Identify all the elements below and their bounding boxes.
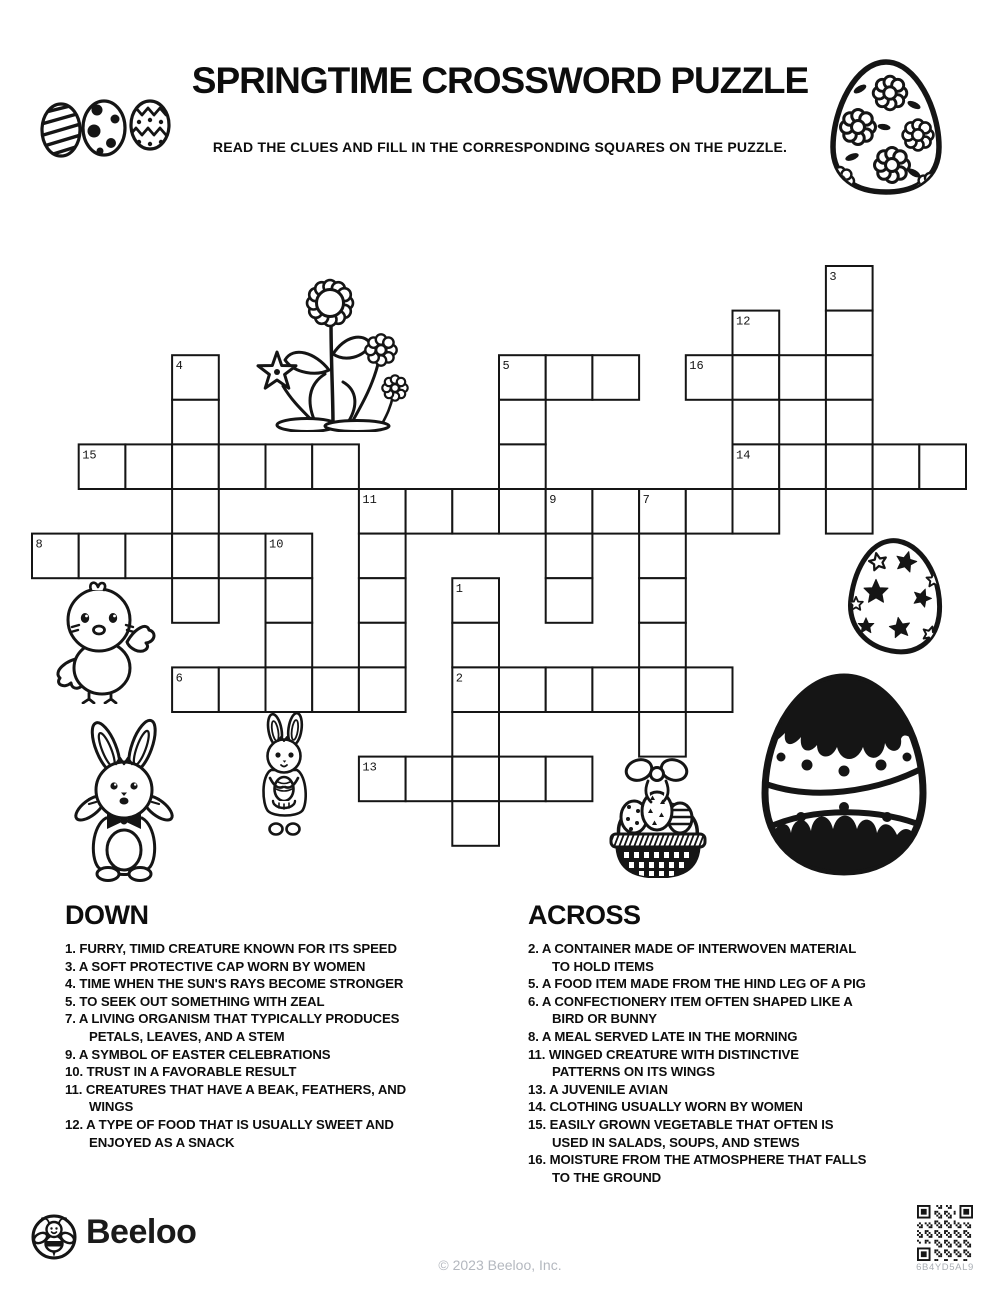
grid-cell[interactable] [452,801,499,846]
clue-text: A SYMBOL OF EASTER CELEBRATIONS [78,1046,331,1062]
clue-number: 11. [528,1046,549,1062]
grid-cell[interactable] [266,444,313,489]
page-subtitle: READ THE CLUES AND FILL IN THE CORRESPONDING SQUARES ON THE PUZZLE. [212,139,788,155]
grid-cell[interactable] [592,355,639,400]
grid-cell[interactable] [266,578,313,623]
clue-number: 13. [528,1081,550,1097]
grid-cell[interactable] [639,534,686,579]
spring-flowers-icon [243,274,413,432]
clue-text: A CONTAINER MADE OF INTERWOVEN MATERIAL TO HOLD ITEMS [541,941,856,974]
grid-cell[interactable] [172,400,219,445]
clue-number: 10. [65,1064,87,1080]
decorated-egg-icon [757,671,933,879]
grid-cell-number: 9 [549,493,557,507]
clue-text: A FOOD ITEM MADE FROM THE HIND LEG OF A PIG [541,976,866,992]
grid-cell[interactable] [919,444,966,489]
down-clue-item [65,1010,417,1045]
across-clue-item [528,1116,870,1151]
grid-cell[interactable] [686,489,733,534]
clue-number: 5. [65,993,80,1009]
grid-cell[interactable] [219,667,266,712]
grid-cell[interactable] [359,667,406,712]
down-clue-item [65,975,417,993]
across-clue-item [528,1098,870,1116]
grid-cell[interactable] [406,757,453,802]
clue-text: A SOFT PROTECTIVE CAP WORN BY WOMEN [78,958,366,974]
grid-cell[interactable] [172,444,219,489]
across-header: ACROSS [528,900,641,930]
grid-cell[interactable] [873,444,920,489]
grid-cell[interactable] [779,355,826,400]
chick-icon [47,580,157,704]
grid-cell[interactable] [826,355,873,400]
grid-cell[interactable] [359,623,406,668]
grid-cell[interactable] [546,667,593,712]
grid-cell-number: 16 [689,359,704,374]
down-clue-item [65,1046,417,1064]
copyright-text: © 2023 Beeloo, Inc. [438,1257,562,1273]
down-clue-item [65,1081,417,1116]
grid-cell[interactable] [733,400,780,445]
grid-cell[interactable] [312,667,359,712]
down-clue-item [65,1116,417,1151]
clue-text: EASILY GROWN VEGETABLE THAT OFTEN IS USED IN SALADS, SOUPS, AND STEWS [549,1116,834,1150]
down-clue-item [65,940,417,958]
grid-cell[interactable] [546,757,593,802]
grid-cell-number: 8 [35,537,43,552]
clue-number: 2. [528,941,542,956]
grid-cell[interactable] [499,757,546,802]
clue-number: 8. [528,1028,542,1044]
grid-cell-number: 6 [175,671,183,686]
grid-cell-number: 3 [829,270,837,284]
grid-cell[interactable] [79,534,126,579]
grid-cell-number: 7 [642,493,650,507]
clue-number: 6. [528,993,542,1009]
grid-cell[interactable] [733,355,780,400]
across-clues-section [528,900,870,1186]
clue-text: WINGED CREATURE WITH DISTINCTIVE PATTERNS ON ITS WINGS [548,1046,799,1080]
grid-cell-number: 14 [736,448,751,463]
clue-number: 1. [65,941,80,956]
qr-code-label: 6B4YD5AL9 [916,1262,974,1273]
grid-cell[interactable] [499,489,546,534]
brand-wordmark: Beeloo [86,1213,197,1251]
flower-egg-icon [826,57,946,198]
cheering-bunny-icon [68,716,182,882]
grid-cell[interactable] [639,667,686,712]
clue-number: 12. [65,1116,87,1132]
grid-cell[interactable] [172,578,219,623]
grid-cell[interactable] [219,534,266,579]
across-clue-item [528,1028,870,1046]
grid-cell[interactable] [219,444,266,489]
down-clue-list [65,940,417,1151]
qr-code-icon [916,1205,974,1261]
clue-text: A JUVENILE AVIAN [549,1081,668,1097]
clue-number: 7. [65,1011,79,1027]
clue-text: A CONFECTIONERY ITEM OFTEN SHAPED LIKE A BIRD OR BUNNY [541,993,853,1027]
across-clue-item [528,975,870,993]
star-egg-icon [842,536,946,657]
clue-number: 16. [528,1152,550,1168]
grid-cell-number: 5 [502,359,510,374]
clue-text: A MEAL SERVED LATE IN THE MORNING [541,1028,798,1044]
grid-cell[interactable] [499,400,546,445]
grid-cell[interactable] [826,400,873,445]
clue-number: 15. [528,1116,550,1132]
clue-number: 14. [528,1099,550,1115]
grid-cell[interactable] [592,489,639,534]
grid-cell[interactable] [172,489,219,534]
clue-text: TIME WHEN THE SUN'S RAYS BECOME STRONGER [79,976,404,992]
clue-text: A TYPE OF FOOD THAT IS USUALLY SWEET AND ENJOYED AS A SNACK [86,1116,394,1150]
clue-text: FURRY, TIMID CREATURE KNOWN FOR ITS SPEED [79,941,397,956]
grid-cell-number: 1 [455,582,464,597]
down-header: DOWN [65,900,149,930]
across-clue-item [528,1151,870,1186]
grid-cell[interactable] [266,623,313,668]
clue-text: MOISTURE FROM THE ATMOSPHERE THAT FALLS TO THE GROUND [549,1152,867,1185]
down-clue-item [65,993,417,1011]
beeloo-bee-logo-icon [30,1213,78,1261]
clue-number: 3. [65,958,79,974]
grid-cell-number: 13 [362,760,377,775]
clue-text: CLOTHING USUALLY WORN BY WOMEN [549,1099,803,1115]
grid-cell-number: 12 [736,314,751,329]
page-title: SPRINGTIME CROSSWORD PUZZLE [191,60,809,101]
grid-cell[interactable] [639,712,686,757]
easter-basket-icon [604,753,712,878]
grid-cell[interactable] [639,623,686,668]
grid-cell-number: 11 [362,493,377,507]
grid-cell[interactable] [359,534,406,579]
grid-cell[interactable] [639,578,686,623]
across-clue-item [528,1046,870,1081]
clue-text: CREATURES THAT HAVE A BEAK, FEATHERS, AND WINGS [85,1081,407,1115]
grid-cell[interactable] [499,667,546,712]
grid-cell[interactable] [592,667,639,712]
grid-cell[interactable] [312,444,359,489]
across-clue-item [528,1081,870,1099]
down-clue-item [65,1063,417,1081]
clue-text: TRUST IN A FAVORABLE RESULT [86,1064,297,1080]
clue-text: A LIVING ORGANISM THAT TYPICALLY PRODUCES PETALS, LEAVES, AND A STEM [78,1011,400,1044]
grid-cell[interactable] [172,534,219,579]
grid-cell[interactable] [826,489,873,534]
grid-cell[interactable] [686,667,733,712]
down-clue-item [65,958,417,976]
grid-cell-number: 15 [82,448,97,463]
across-clue-item [528,940,870,975]
clue-number: 9. [65,1046,79,1062]
grid-cell[interactable] [826,311,873,356]
grid-cell[interactable] [359,578,406,623]
grid-cell[interactable] [452,712,499,757]
bunny-with-egg-icon [254,712,320,838]
grid-cell[interactable] [452,623,499,668]
grid-cell[interactable] [826,444,873,489]
grid-cell[interactable] [125,444,172,489]
grid-cell[interactable] [546,355,593,400]
across-clue-item [528,993,870,1028]
down-clues-section [65,900,417,1151]
grid-cell[interactable] [266,667,313,712]
clue-number: 4. [65,976,80,992]
grid-cell[interactable] [452,757,499,802]
clue-text: TO SEEK OUT SOMETHING WITH ZEAL [79,993,325,1009]
grid-cell[interactable] [546,534,593,579]
grid-cell[interactable] [733,489,780,534]
grid-cell[interactable] [499,444,546,489]
grid-cell[interactable] [779,444,826,489]
grid-cell-number: 2 [455,671,464,686]
clue-number: 11. [65,1081,86,1097]
grid-cell[interactable] [546,578,593,623]
grid-cell[interactable] [406,489,453,534]
grid-cell-number: 4 [175,359,183,374]
grid-cell[interactable] [452,489,499,534]
across-clue-list [528,940,870,1186]
grid-cell[interactable] [125,534,172,579]
grid-cell-number: 10 [269,537,284,552]
clue-number: 5. [528,976,542,992]
